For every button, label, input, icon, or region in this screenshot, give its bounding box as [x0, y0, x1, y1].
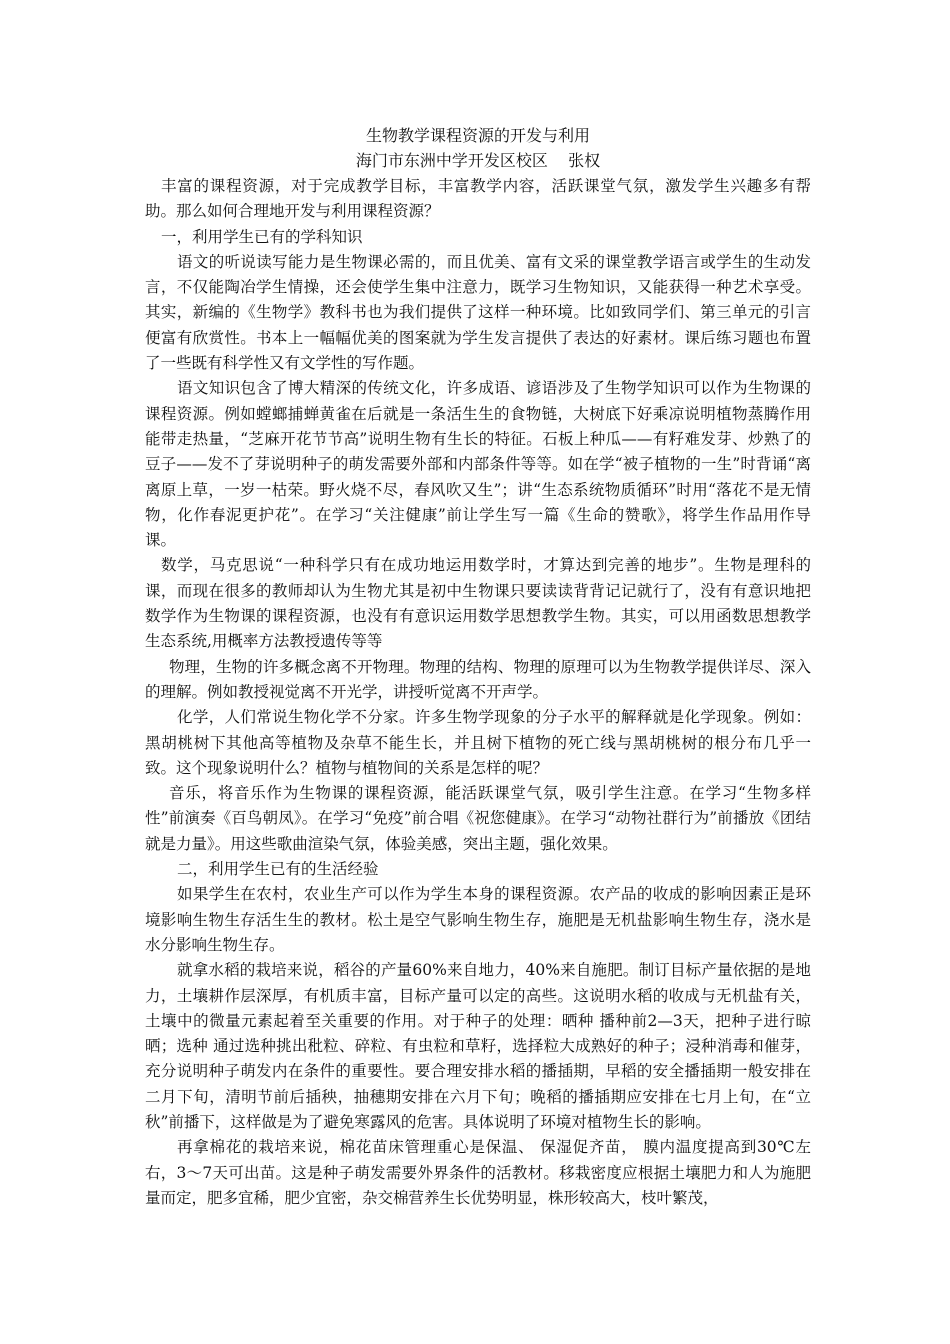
- section-heading-1: 一，利用学生已有的学科知识: [161, 227, 363, 246]
- paragraph-math: 数学，马克思说“一种科学只有在成功地运用数学时，才算达到完善的地步”。生物是理科的课，而现在很多的教师却认为生物尤其是初中生物课只要读读背背记记就行了，没有有意识地把数学作为生物课的课程资源，也没有有意识运用数学思想教学生物。其实，可以用函数思想教学生态系统,用概率方法教授遗传等等: [145, 556, 811, 651]
- paragraph-rural: 如果学生在农村，农业生产可以作为学生本身的课程资源。农产品的收成的影响因素正是环境影响生物生存活生生的教材。松土是空气影响生物生存，施肥是无机盐影响生物生存，浇水是水分影响生物生存。: [145, 885, 811, 954]
- intro-paragraph: 丰富的课程资源，对于完成教学目标，丰富教学内容，活跃课堂气氛，激发学生兴趣多有帮助。那么如何合理地开发与利用课程资源？: [145, 177, 811, 221]
- paragraph-rice: 就拿水稻的栽培来说，稻谷的产量60%来自地力，40%来自施肥。制订目标产量依据的是地力，土壤耕作层深厚，有机质丰富，目标产量可以定的高些。这说明水稻的收成与无机盐有关，土壤中的微量元素起着至关重要的作用。对于种子的处理：晒种 播种前2—3天，把种子进行晾晒；选种 通过选种挑出秕粒、碎粒、有虫粒和草籽，选择粒大成熟好的种子；浸种消毒和催芽，充分说明种子萌发内在条件的重要性。要合理安排水稻的播插期，早稻的安全播插期一般安排在二月下旬，清明节前后插秧，抽穗期安排在六月下旬；晚稻的播插期应安排在七月上旬，在“立秋”前播下，这样做是为了避免寒露风的危害。具体说明了环境对植物生长的影响。: [145, 961, 811, 1131]
- document-page: [145, 124, 811, 1211]
- paragraph-cotton: 再拿棉花的栽培来说，棉花苗床管理重心是保温、 保湿促齐苗， 膜内温度提高到30℃左右，3～7天可出苗。这是种子萌发需要外界条件的活教材。移栽密度应根据土壤肥力和人为施肥量而定，肥多宜稀，肥少宜密，杂交棉营养生长优势明显，株形较高大，枝叶繁茂，: [145, 1138, 811, 1207]
- author-line: 海门市东洲中学开发区校区 张权: [355, 151, 601, 170]
- paragraph-chinese: 语文的听说读写能力是生物课必需的，而且优美、富有文采的课堂教学语言或学生的生动发言，不仅能陶冶学生情操，还会使学生集中注意力，既学习生物知识，又能获得一种艺术享受。其实，新编的《生物学》教科书也为我们提供了这样一种环境。比如致同学们、第三单元的引言便富有欣赏性。书本上一幅幅优美的图案就为学生发言提供了表达的好素材。课后练习题也布置了一些既有科学性又有文学性的写作题。: [145, 252, 811, 373]
- paragraph-chinese-knowledge: 语文知识包含了博大精深的传统文化，许多成语、谚语涉及了生物学知识可以作为生物课的课程资源。例如螳螂捕蝉黄雀在后就是一条活生生的食物链，大树底下好乘凉说明植物蒸腾作用能带走热量，“芝麻开花节节高”说明生物有生长的特征。石板上种瓜——有籽难发芽、炒熟了的豆子——发不了芽说明种子的萌发需要外部和内部条件等等。如在学“被子植物的一生”时背诵“离离原上草，一岁一枯荣。野火烧不尽，春风吹又生”；讲“生态系统物质循环”时用“落花不是无情物，化作春泥更护花”。在学习“关注健康”前让学生写一篇《生命的赞歌》，将学生作品用作导课。: [145, 379, 811, 550]
- paragraph-chemistry: 化学，人们常说生物化学不分家。许多生物学现象的分子水平的解释就是化学现象。例如：黑胡桃树下其他高等植物及杂草不能生长，并且树下植物的死亡线与黑胡桃树的根分布几乎一致。这个现象说明什么？植物与植物间的关系是怎样的呢？: [145, 708, 811, 777]
- paragraph-physics: 物理，生物的许多概念离不开物理。物理的结构、物理的原理可以为生物教学提供详尽、深入的理解。例如教授视觉离不开光学，讲授听觉离不开声学。: [145, 657, 811, 701]
- paragraph-music: 音乐，将音乐作为生物课的课程资源，能活跃课堂气氛，吸引学生注意。在学习“生物多样性”前演奏《百鸟朝凤》。在学习“免疫”前合唱《祝您健康》。在学习“动物社群行为”前播放《团结就是力量》。用这些歌曲渲染气氛，体验美感，突出主题，强化效果。: [145, 784, 811, 853]
- document-title: 生物教学课程资源的开发与利用: [365, 126, 590, 145]
- section-heading-2: 二，利用学生已有的生活经验: [177, 860, 379, 879]
